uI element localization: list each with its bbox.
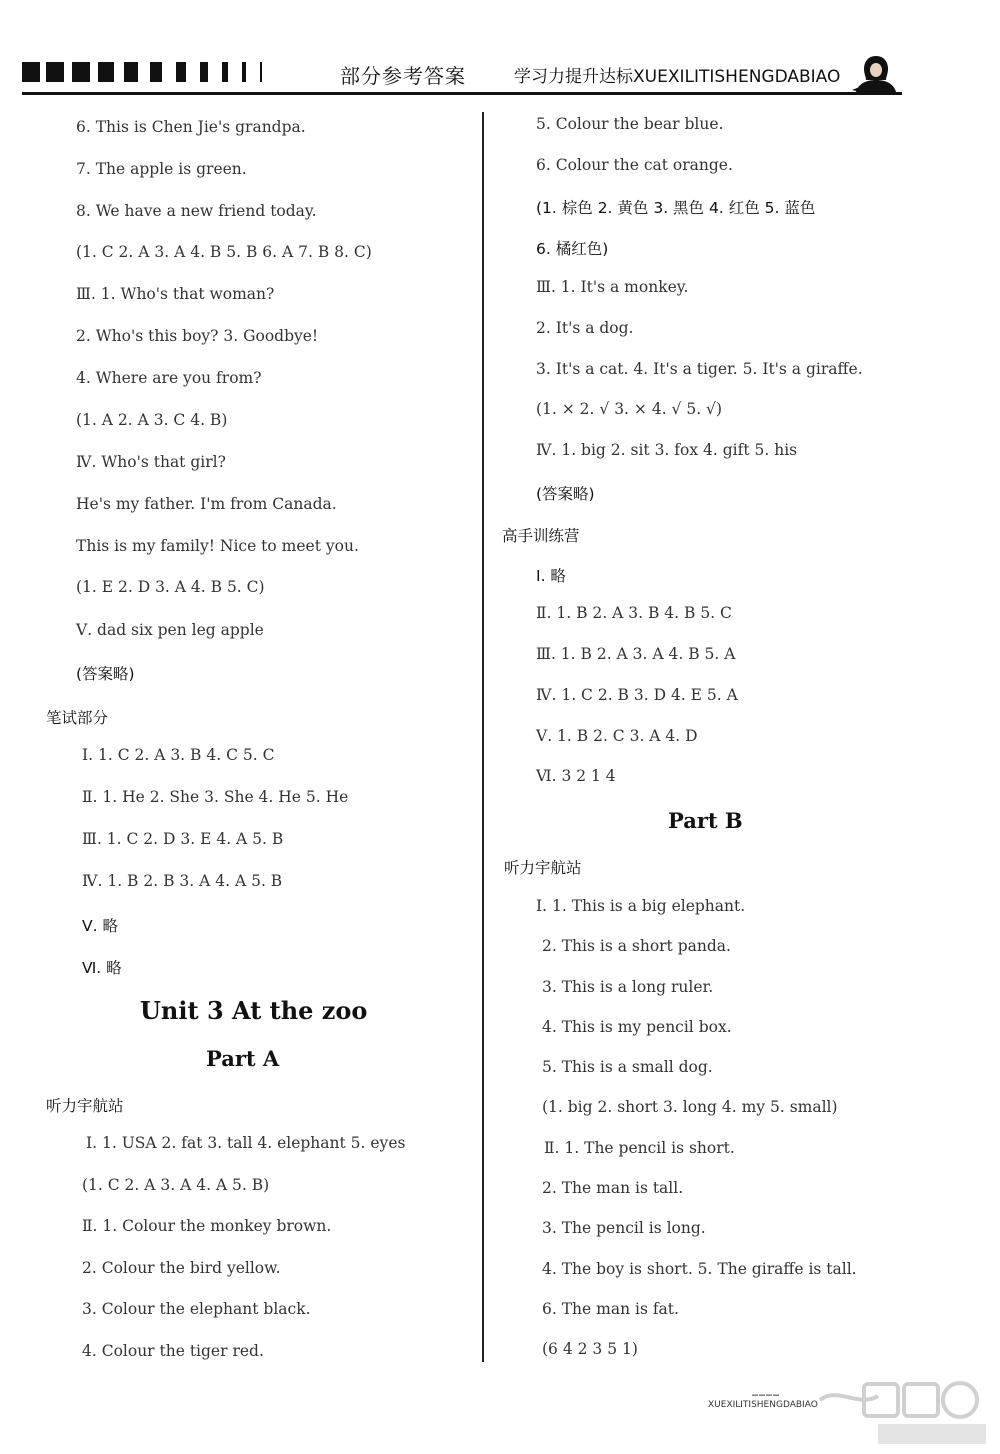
answer-key-line: (1. C 2. A 3. A 4. B 5. B 6. A 7. B 8. C) [76, 243, 372, 261]
answer-line: Ⅰ. 1. C 2. A 3. B 4. C 5. C [82, 746, 275, 764]
section-heading: 笔试部分 [46, 709, 109, 727]
answer-line: (答案略) [536, 485, 595, 503]
answer-line: Ⅲ. 1. Who's that woman? [76, 285, 275, 303]
answer-line: Ⅴ. dad six pen leg apple [76, 621, 264, 639]
section-heading: 听力宇航站 [504, 859, 582, 877]
answer-key-line: (6 4 2 3 5 1) [542, 1340, 638, 1358]
answer-line: 2. The man is tall. [542, 1179, 684, 1197]
answer-line: 5. Colour the bear blue. [536, 115, 724, 133]
answer-line: Ⅰ. 1. USA 2. fat 3. tall 4. elephant 5. eyes [86, 1134, 406, 1152]
footer-dots: ………… [752, 1388, 781, 1399]
answer-line: 2. Who's this boy? 3. Goodbye! [76, 327, 319, 345]
answer-line: 6. Colour the cat orange. [536, 156, 733, 174]
unit-heading: Unit 3 At the zoo [140, 996, 368, 1025]
answer-line: 3. It's a cat. 4. It's a tiger. 5. It's a giraffe. [536, 360, 863, 378]
answer-key-line: 6. 橘红色) [536, 240, 609, 258]
part-heading: Part A [206, 1046, 280, 1071]
answer-line: 5. This is a small dog. [542, 1058, 713, 1076]
watermark-logo-icon [818, 1378, 988, 1448]
answer-line: 3. Colour the elephant black. [82, 1300, 311, 1318]
header-rule [22, 92, 902, 95]
answer-line: Ⅳ. Who's that girl? [76, 453, 226, 471]
answer-line: 3. This is a long ruler. [542, 978, 714, 996]
answer-line: 4. This is my pencil box. [542, 1018, 732, 1036]
student-portrait-icon [852, 52, 900, 92]
page-header [0, 0, 1000, 110]
part-heading: Part B [668, 808, 743, 833]
answer-key-line: (1. C 2. A 3. A 4. A 5. B) [82, 1176, 270, 1194]
answer-line: Ⅲ. 1. It's a monkey. [536, 278, 689, 296]
header-title: 部分参考答案 [340, 64, 466, 88]
answer-line: Ⅵ. 3 2 1 4 [536, 767, 616, 785]
answer-line: Ⅳ. 1. C 2. B 3. D 4. E 5. A [536, 686, 738, 704]
answer-line: This is my family! Nice to meet you. [76, 537, 359, 555]
answer-line: 4. The boy is short. 5. The giraffe is tall. [542, 1260, 857, 1278]
answer-line: 2. This is a short panda. [542, 937, 731, 955]
answer-line: Ⅲ. 1. B 2. A 3. A 4. B 5. A [536, 645, 736, 663]
answer-line: Ⅲ. 1. C 2. D 3. E 4. A 5. B [82, 830, 284, 848]
answer-line: Ⅱ. 1. The pencil is short. [544, 1139, 735, 1157]
answer-line: 6. The man is fat. [542, 1300, 679, 1318]
answer-key-line: (1. A 2. A 3. C 4. B) [76, 411, 228, 429]
answer-line: 2. Colour the bird yellow. [82, 1259, 281, 1277]
answer-line: Ⅳ. 1. big 2. sit 3. fox 4. gift 5. his [536, 441, 798, 459]
answer-key-line: (1. 棕色 2. 黄色 3. 黑色 4. 红色 5. 蓝色 [536, 199, 816, 217]
section-heading: 高手训练营 [502, 527, 580, 545]
answer-line: 3. The pencil is long. [542, 1219, 706, 1237]
answer-line: Ⅴ. 略 [82, 917, 118, 935]
answer-key-line: (1. E 2. D 3. A 4. B 5. C) [76, 578, 265, 596]
answer-line: 4. Colour the tiger red. [82, 1342, 264, 1360]
answer-line: Ⅵ. 略 [82, 959, 122, 977]
footer-text: XUEXILITISHENGDABIAO [708, 1400, 818, 1410]
answer-line: Ⅱ. 1. Colour the monkey brown. [82, 1217, 332, 1235]
answer-key-line: (1. × 2. √ 3. × 4. √ 5. √) [536, 400, 722, 418]
answer-line: 6. This is Chen Jie's grandpa. [76, 118, 306, 136]
answer-line: Ⅰ. 略 [536, 567, 566, 585]
answer-line: (答案略) [76, 665, 135, 683]
answer-line: Ⅱ. 1. He 2. She 3. She 4. He 5. He [82, 788, 349, 806]
answer-line: Ⅱ. 1. B 2. A 3. B 4. B 5. C [536, 604, 732, 622]
answer-line: 7. The apple is green. [76, 160, 247, 178]
answer-line: 2. It's a dog. [536, 319, 634, 337]
answer-line: Ⅴ. 1. B 2. C 3. A 4. D [536, 727, 698, 745]
answer-line: Ⅰ. 1. This is a big elephant. [536, 897, 746, 915]
answer-line: 4. Where are you from? [76, 369, 262, 387]
answer-line: 8. We have a new friend today. [76, 202, 317, 220]
section-heading: 听力宇航站 [46, 1097, 124, 1115]
answer-key-line: (1. big 2. short 3. long 4. my 5. small) [542, 1098, 838, 1116]
answer-line: He's my father. I'm from Canada. [76, 495, 337, 513]
column-divider [482, 112, 484, 1362]
answer-line: Ⅳ. 1. B 2. B 3. A 4. A 5. B [82, 872, 283, 890]
header-subtitle: 学习力提升达标XUEXILITISHENGDABIAO [514, 67, 841, 87]
